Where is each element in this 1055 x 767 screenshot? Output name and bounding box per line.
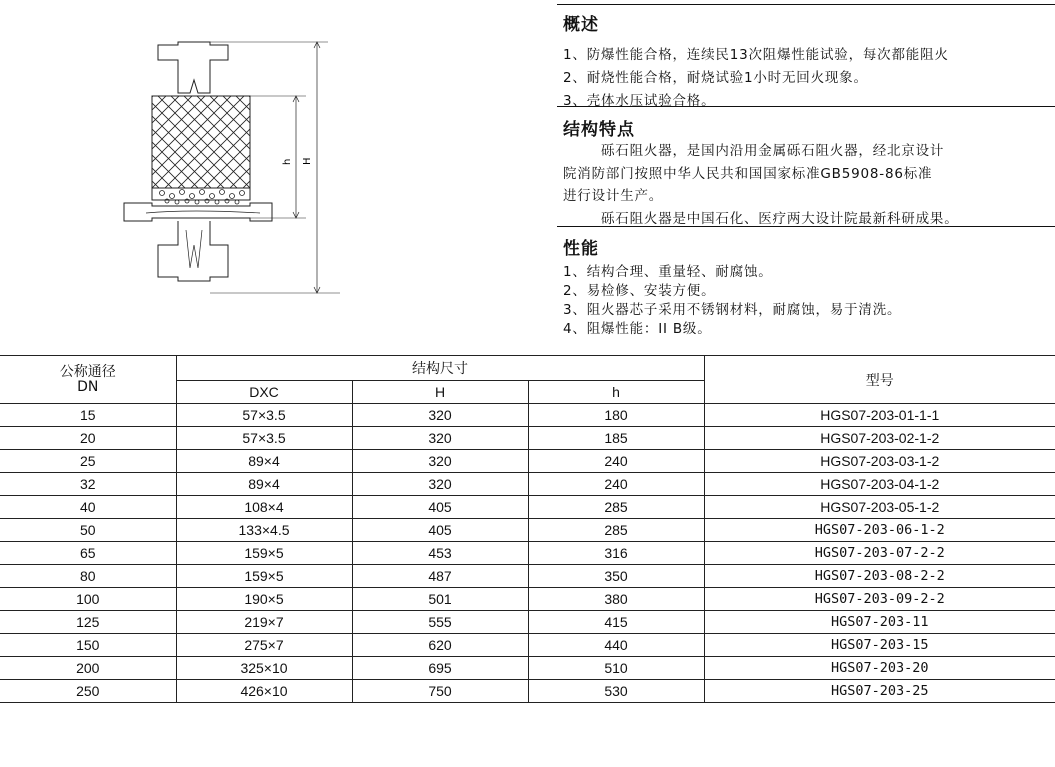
- cell-dxc: 133×4.5: [176, 519, 352, 542]
- cell-dxc: 108×4: [176, 496, 352, 519]
- header-H: H: [352, 381, 528, 404]
- header-dn-line2: DN: [77, 378, 99, 395]
- features-title: 结构特点: [563, 120, 635, 140]
- cell-h: 180: [528, 404, 704, 427]
- table-row: [0, 588, 1055, 611]
- overview-title: 概述: [563, 15, 599, 35]
- cell-dn: 200: [0, 657, 176, 680]
- header-dn-line1: 公称通径: [59, 363, 116, 380]
- cell-model: HGS07-203-03-1-2: [704, 450, 1055, 473]
- cell-model: HGS07-203-08-2-2: [704, 565, 1055, 588]
- cell-H: 405: [352, 519, 528, 542]
- table-row: [0, 611, 1055, 634]
- table-row: [0, 542, 1055, 565]
- top-rule: [557, 4, 1055, 5]
- table-row: [0, 450, 1055, 473]
- table-row: [0, 657, 1055, 680]
- flame-arrester-drawing: [110, 35, 350, 300]
- dim-h-label: h: [282, 158, 293, 165]
- cell-dn: 150: [0, 634, 176, 657]
- overview-line-1: 1、防爆性能合格，连续民13次阻爆性能试验，每次都能阻火: [563, 47, 949, 63]
- cell-H: 695: [352, 657, 528, 680]
- cell-dxc: 57×3.5: [176, 427, 352, 450]
- cell-dn: 40: [0, 496, 176, 519]
- cell-dxc: 159×5: [176, 565, 352, 588]
- cell-dxc: 190×5: [176, 588, 352, 611]
- cell-H: 405: [352, 496, 528, 519]
- table-row: [0, 473, 1055, 496]
- cell-dxc: 219×7: [176, 611, 352, 634]
- cell-h: 285: [528, 519, 704, 542]
- cell-model: HGS07-203-11: [704, 611, 1055, 634]
- cell-h: 380: [528, 588, 704, 611]
- table-row: [0, 519, 1055, 542]
- cell-dxc: 426×10: [176, 680, 352, 703]
- cell-dxc: 57×3.5: [176, 404, 352, 427]
- header-dxc: DXC: [176, 381, 352, 404]
- cell-h: 415: [528, 611, 704, 634]
- cell-dn: 25: [0, 450, 176, 473]
- cell-h: 510: [528, 657, 704, 680]
- cell-h: 530: [528, 680, 704, 703]
- cell-dxc: 89×4: [176, 450, 352, 473]
- cell-dn: 15: [0, 404, 176, 427]
- cell-dxc: 325×10: [176, 657, 352, 680]
- cell-model: HGS07-203-01-1-1: [704, 404, 1055, 427]
- performance-line-4: 4、阻爆性能：II B级。: [563, 321, 712, 337]
- header-model: 型号: [704, 356, 1055, 404]
- cell-model: HGS07-203-20: [704, 657, 1055, 680]
- gravel-pattern: [160, 190, 245, 205]
- cell-model: HGS07-203-07-2-2: [704, 542, 1055, 565]
- cell-dn: 125: [0, 611, 176, 634]
- cell-dn: 100: [0, 588, 176, 611]
- cell-H: 320: [352, 450, 528, 473]
- header-dn: [0, 356, 176, 404]
- cell-H: 620: [352, 634, 528, 657]
- cell-dxc: 275×7: [176, 634, 352, 657]
- spec-table: [0, 355, 1055, 703]
- cell-H: 501: [352, 588, 528, 611]
- table-row: [0, 404, 1055, 427]
- dim-H-label: H: [302, 157, 313, 165]
- cell-model: HGS07-203-09-2-2: [704, 588, 1055, 611]
- features-line-2: 院消防部门按照中华人民共和国国家标准GB5908-86标准: [563, 166, 933, 182]
- cell-H: 320: [352, 473, 528, 496]
- header-structure-size: 结构尺寸: [176, 356, 704, 381]
- cell-h: 240: [528, 473, 704, 496]
- cell-model: HGS07-203-04-1-2: [704, 473, 1055, 496]
- cell-dxc: 159×5: [176, 542, 352, 565]
- cell-dn: 32: [0, 473, 176, 496]
- features-rule: [557, 226, 1055, 227]
- overview-rule: [557, 106, 1055, 107]
- cell-h: 185: [528, 427, 704, 450]
- performance-line-2: 2、易检修、安装方便。: [563, 283, 716, 299]
- features-line-3: 进行设计生产。: [563, 188, 664, 204]
- table-row: [0, 496, 1055, 519]
- features-line-1: 砾石阻火器，是国内沿用金属砾石阻火器，经北京设计: [601, 143, 945, 159]
- performance-title: 性能: [563, 239, 599, 259]
- features-line-4: 砾石阻火器是中国石化、医疗两大设计院最新科研成果。: [601, 211, 959, 227]
- header-h: h: [528, 381, 704, 404]
- cell-h: 350: [528, 565, 704, 588]
- cell-dn: 50: [0, 519, 176, 542]
- cell-H: 487: [352, 565, 528, 588]
- overview-line-2: 2、耐烧性能合格，耐烧试验1小时无回火现象。: [563, 70, 868, 86]
- cell-dn: 250: [0, 680, 176, 703]
- table-row: [0, 565, 1055, 588]
- cell-model: HGS07-203-02-1-2: [704, 427, 1055, 450]
- cell-H: 320: [352, 404, 528, 427]
- table-row: [0, 634, 1055, 657]
- cell-H: 555: [352, 611, 528, 634]
- table-row: [0, 680, 1055, 703]
- cell-model: HGS07-203-06-1-2: [704, 519, 1055, 542]
- cell-H: 453: [352, 542, 528, 565]
- performance-line-1: 1、结构合理、重量轻、耐腐蚀。: [563, 264, 773, 280]
- cell-model: HGS07-203-15: [704, 634, 1055, 657]
- table-row: [0, 427, 1055, 450]
- cell-dxc: 89×4: [176, 473, 352, 496]
- cell-model: HGS07-203-25: [704, 680, 1055, 703]
- cell-H: 750: [352, 680, 528, 703]
- cell-h: 440: [528, 634, 704, 657]
- cell-h: 240: [528, 450, 704, 473]
- cell-H: 320: [352, 427, 528, 450]
- cell-dn: 65: [0, 542, 176, 565]
- cell-dn: 20: [0, 427, 176, 450]
- cell-h: 316: [528, 542, 704, 565]
- cell-h: 285: [528, 496, 704, 519]
- cell-model: HGS07-203-05-1-2: [704, 496, 1055, 519]
- performance-line-3: 3、阻火器芯子采用不锈钢材料，耐腐蚀，易于清洗。: [563, 302, 902, 318]
- overview-line-3: 3、壳体水压试验合格。: [563, 93, 716, 109]
- cell-dn: 80: [0, 565, 176, 588]
